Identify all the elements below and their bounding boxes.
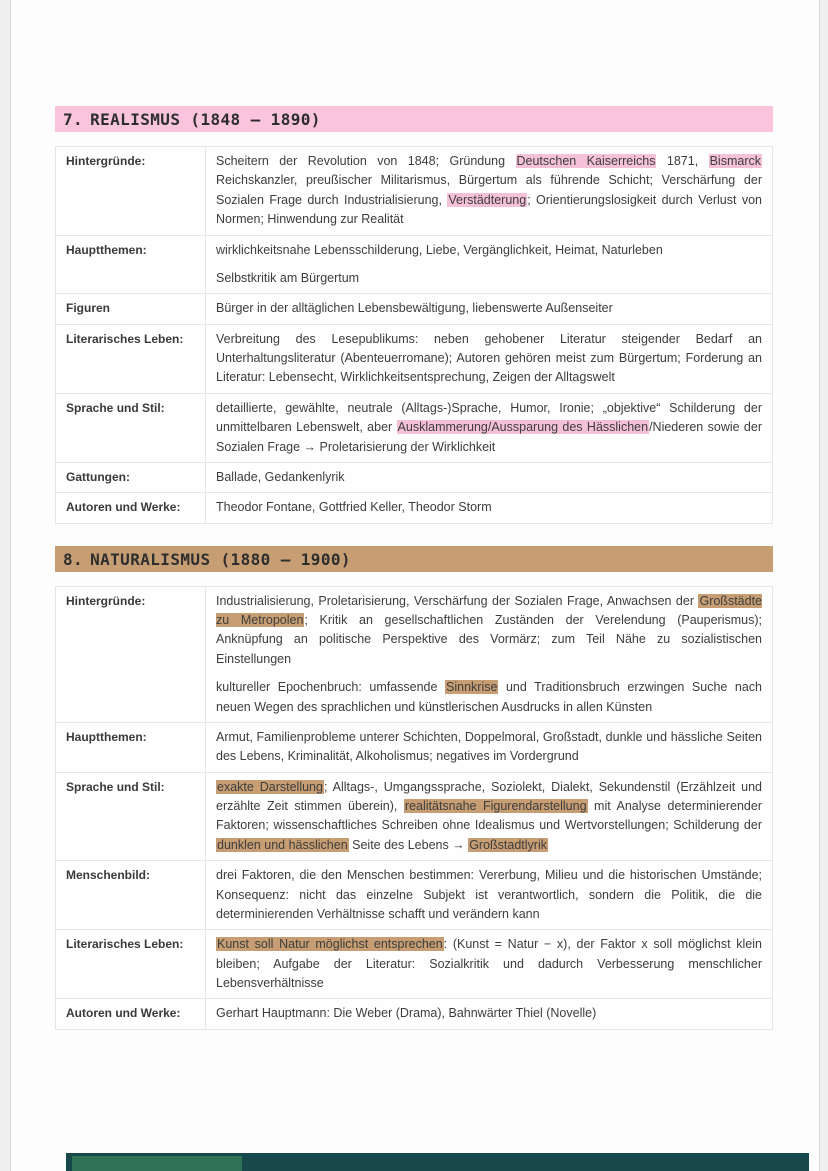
text-segment: ; Alltags-, Umgangssprache, Soziolekt, Dialekt, Sekundenstil (Erzählzeit und erzählte Zeit stimmen überein), — [216, 779, 763, 813]
text-segment: Industrialisierung, Proletarisierung, Verschärfung der Sozialen Frage, Anwachsen der — [216, 593, 699, 608]
highlighted-text: Kunst soll Natur möglichst entsprechen — [217, 937, 443, 952]
table-row — [56, 236, 772, 295]
document-page — [10, 0, 820, 1171]
row-paragraph — [216, 498, 762, 517]
row-content — [206, 861, 772, 929]
row-paragraph — [216, 330, 762, 388]
text-segment: /Niederen sowie der Sozialen Frage → Proletarisierung der Wirklichkeit — [216, 420, 762, 454]
row-content — [206, 463, 772, 492]
epoch-table — [55, 586, 773, 1030]
highlighted-text: Deutschen Kaiserreichs — [516, 154, 656, 168]
text-segment: Reichskanzler, preußischer Militarismus, Bürgertum als führende Schicht; Verschärfung der Sozialen Frage durch Industrialisierung, — [216, 173, 762, 207]
row-content — [206, 394, 772, 462]
text-segment: Armut, Familienprobleme unterer Schichten, Doppelmoral, Großstadt, dunkle und hässliche Seiten des Lebens, Kriminalität, Alkoholismus; negatives im Vordergrund — [216, 729, 762, 764]
text-segment: 1871, — [656, 154, 709, 168]
row-label: Hauptthemen: — [56, 236, 206, 294]
highlighted-text: Sinnkrise — [446, 680, 498, 695]
text-segment: Scheitern der Revolution von 1848; Gründung — [216, 154, 516, 168]
table-row — [56, 294, 772, 324]
row-label: Sprache und Stil: — [56, 773, 206, 861]
row-paragraph — [216, 399, 762, 457]
row-label: Hauptthemen: — [56, 723, 206, 772]
highlighted-text: Großstädte zu Metropolen — [216, 593, 762, 627]
text-segment: Selbstkritik am Bürgertum — [216, 270, 360, 285]
row-paragraph — [216, 728, 762, 767]
next-section-header-partial — [66, 1153, 809, 1171]
table-row — [56, 930, 772, 999]
row-label: Gattungen: — [56, 463, 206, 492]
text-segment: detaillierte, gewählte, neutrale (Alltags-)Sprache, Humor, Ironie; „objektive“ Schilderung der unmittelbaren Lebenswelt, aber — [216, 400, 762, 435]
next-section-highlight — [72, 1156, 242, 1171]
table-row — [56, 325, 772, 394]
row-paragraph — [216, 152, 762, 230]
table-row — [56, 587, 772, 723]
row-content — [206, 493, 772, 522]
section-header — [55, 546, 773, 572]
row-content — [206, 930, 772, 998]
text-segment: kultureller Epochenbruch: umfassende — [216, 680, 446, 695]
row-paragraph — [216, 269, 762, 288]
text-segment: : (Kunst = Natur − x), der Faktor x soll möglichst klein bleiben; Aufgabe der Literatur: Sozialkritik und dadurch Verbesserung menschlicher Lebensverhältnisse — [216, 937, 762, 990]
text-segment: Ballade, Gedankenlyrik — [216, 469, 345, 484]
row-paragraph — [216, 468, 762, 487]
highlighted-text: exakte Darstellung — [217, 779, 323, 794]
row-label: Literarisches Leben: — [56, 930, 206, 998]
table-row — [56, 999, 772, 1029]
page-content — [11, 0, 819, 1030]
row-content — [206, 773, 772, 861]
row-paragraph — [216, 299, 762, 318]
row-label: Hintergründe: — [56, 147, 206, 235]
row-paragraph — [216, 866, 762, 924]
text-segment: Theodor Fontane, Gottfried Keller, Theodor Storm — [216, 500, 492, 515]
table-row — [56, 861, 772, 930]
table-row — [56, 493, 772, 523]
text-segment: ; Kritik an gesellschaftlichen Zuständen der Verelendung (Pauperismus); Anknüpfung an politische Perspektive des Vormärz; zum Teil Nähe zu sozialistischen Einstellungen — [216, 613, 762, 666]
text-segment: ; Orientierungslosigkeit durch Verlust von Normen; Hinwendung zur Realität — [216, 192, 762, 227]
row-label: Autoren und Werke: — [56, 999, 206, 1028]
row-label: Menschenbild: — [56, 861, 206, 929]
row-content — [206, 294, 772, 323]
row-label: Figuren — [56, 294, 206, 323]
text-segment: und Traditionsbruch erzwingen Suche nach neuen Wegen des sprachlichen und künstlerischen Ausdrucks in allen Künsten — [216, 680, 762, 714]
row-paragraph — [216, 935, 762, 993]
row-paragraph — [216, 592, 762, 670]
row-label: Literarisches Leben: — [56, 325, 206, 393]
row-content — [206, 723, 772, 772]
section-header — [55, 106, 773, 132]
epoch-table — [55, 146, 773, 524]
section-title: REALISMUS (1848 – 1890) — [90, 110, 321, 129]
text-segment: Seite des Lebens → — [348, 837, 469, 852]
row-paragraph — [216, 678, 762, 717]
row-label: Hintergründe: — [56, 587, 206, 722]
section-number: 8. — [63, 549, 84, 569]
text-segment: Gerhart Hauptmann: Die Weber (Drama), Bahnwärter Thiel (Novelle) — [216, 1006, 597, 1021]
table-row — [56, 394, 772, 463]
row-content — [206, 147, 772, 235]
table-row — [56, 773, 772, 862]
highlighted-text: Ausklammerung/Aussparung des Hässlichen — [397, 420, 649, 435]
table-row — [56, 723, 772, 773]
table-row — [56, 463, 772, 493]
text-segment: drei Faktoren, die den Menschen bestimmen: Vererbung, Milieu und die historischen Umstände; Konsequenz: nicht das einzelne Subjekt ist verantwortlich, sondern die Politik, die die determinierenden Verhältnisse schafft und verändern kann — [216, 868, 762, 921]
text-segment: mit Analyse determinierender Faktoren; wissenschaftliches Schreiben ohne Idealismus und Wertvorstellungen; Schilderung der — [216, 799, 762, 833]
text-segment: Bürger in der alltäglichen Lebensbewältigung, liebenswerte Außenseiter — [216, 301, 613, 316]
text-segment: Verbreitung des Lesepublikums: neben gehobener Literatur steigender Bedarf an Unterhaltungsliteratur (Abenteuerromane); Autoren gehören meist zum Bürgertum; Forderung an Literatur: Lebensecht, Wirklichkeitsentsprechung, Zeigen der Alltagswelt — [216, 331, 762, 385]
row-content — [206, 587, 772, 722]
section-naturalismus — [55, 546, 773, 1030]
row-paragraph — [216, 778, 762, 856]
row-content — [206, 325, 772, 393]
highlighted-text: Großstadtlyrik — [469, 837, 547, 852]
row-content — [206, 236, 772, 294]
highlighted-text: realitätsnahe Figurendarstellung — [404, 799, 587, 813]
section-number: 7. — [63, 110, 84, 129]
row-paragraph — [216, 1004, 762, 1023]
row-paragraph — [216, 241, 762, 260]
row-label: Sprache und Stil: — [56, 394, 206, 462]
row-content — [206, 999, 772, 1028]
highlighted-text: Verstädterung — [448, 192, 527, 207]
text-segment: wirklichkeitsnahe Lebensschilderung, Liebe, Vergänglichkeit, Heimat, Naturleben — [216, 242, 663, 257]
section-title: NATURALISMUS (1880 – 1900) — [90, 549, 351, 569]
section-realismus — [55, 106, 773, 524]
table-row — [56, 147, 772, 236]
highlighted-text: Bismarck — [709, 154, 761, 168]
highlighted-text: dunklen und hässlichen — [217, 837, 348, 852]
row-label: Autoren und Werke: — [56, 493, 206, 522]
